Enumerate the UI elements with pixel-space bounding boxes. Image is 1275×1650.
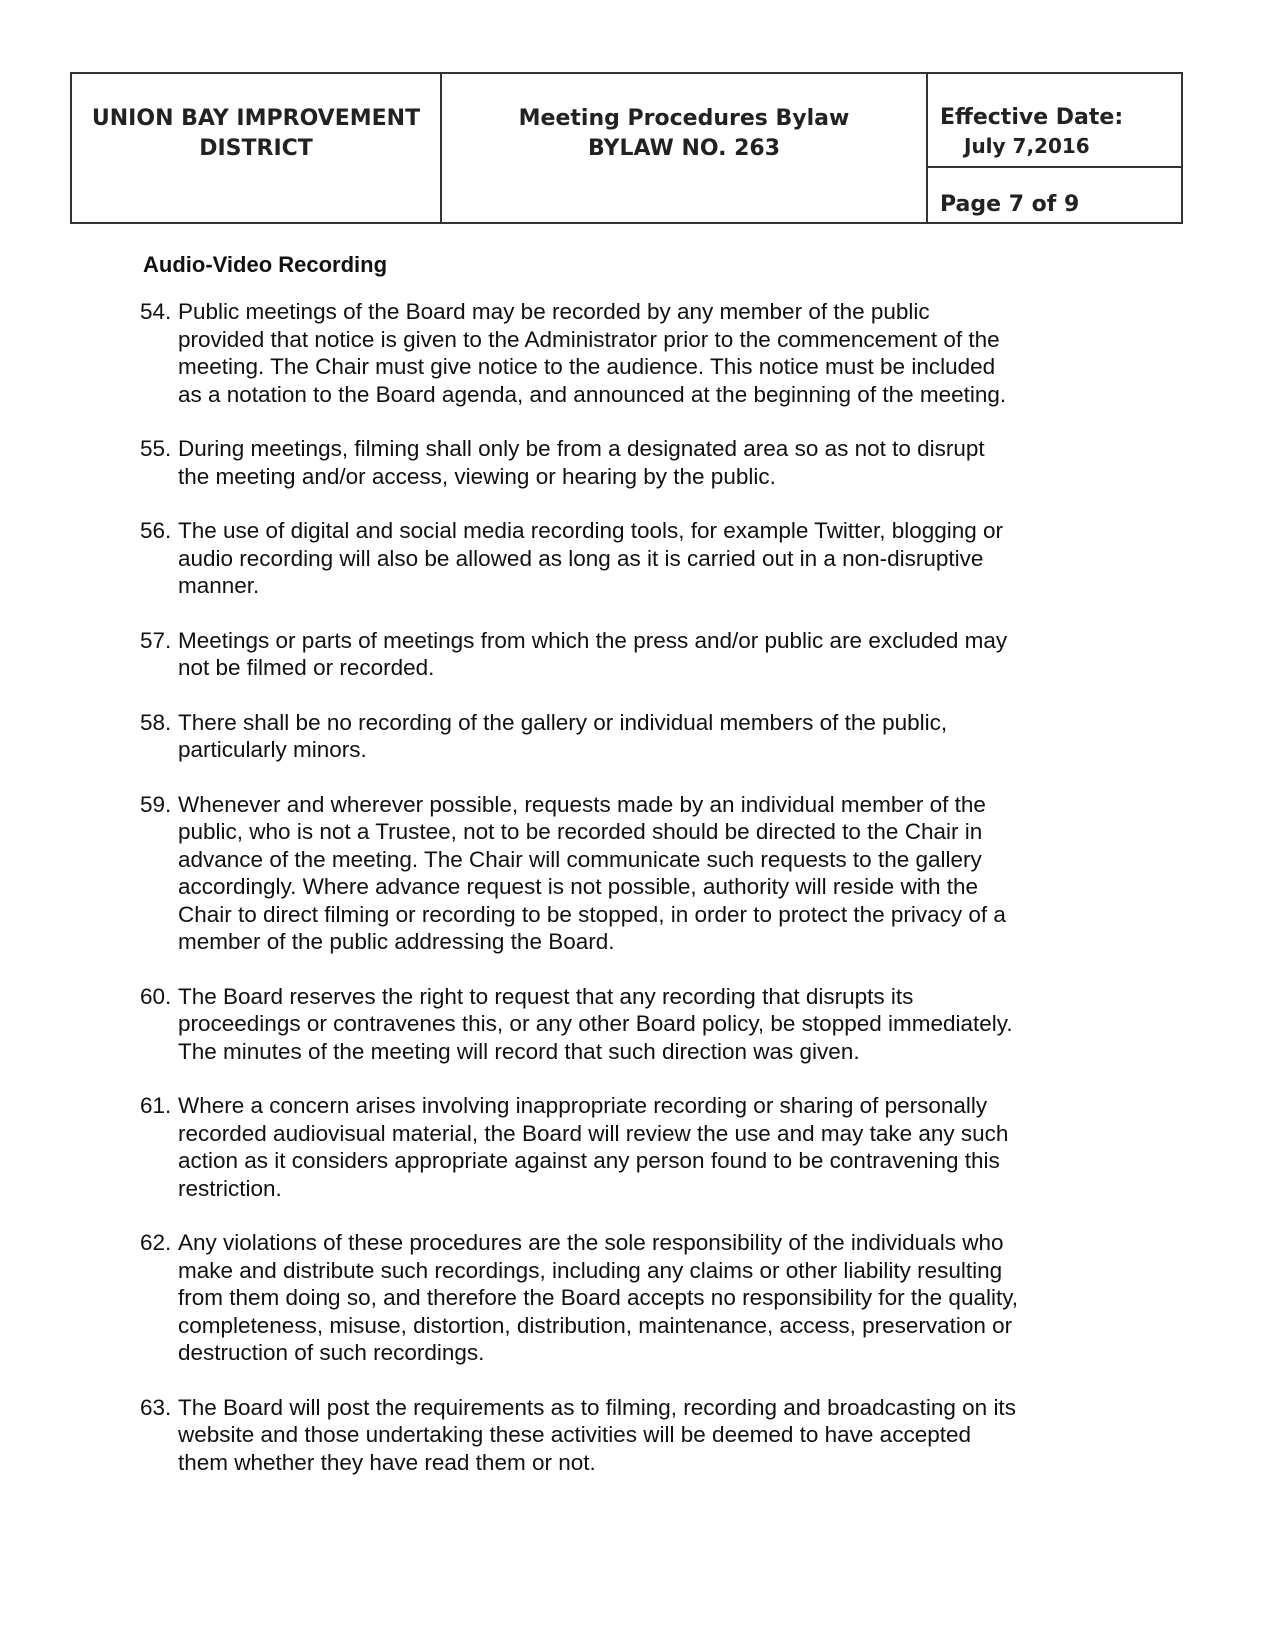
clause-text (178, 1229, 1140, 1367)
clause-text (178, 517, 1140, 600)
clause-item (140, 1394, 1140, 1477)
bylaw-title-cell (442, 74, 928, 222)
clause-item (140, 298, 1140, 408)
effective-date-cell (928, 74, 1181, 168)
clause-number: 58. (140, 709, 172, 735)
clause-number: 60. (140, 983, 172, 1009)
clause-text-line: Meetings or parts of meetings from which the press and/or public are excluded may (178, 627, 1008, 653)
clause-text (178, 791, 1140, 956)
clause-text (178, 1394, 1140, 1477)
clause-text-line: them whether they have read them or not. (178, 1449, 596, 1475)
clause-text-line: Chair to direct filming or recording to be stopped, in order to protect the privacy of a (178, 901, 1006, 927)
clause-text-line: The Board reserves the right to request that any recording that disrupts its (178, 983, 914, 1009)
clause-text-line: member of the public addressing the Board. (178, 929, 615, 954)
clause-text-line: make and distribute such recordings, including any claims or other liability resulting (178, 1257, 1003, 1283)
numbered-clauses (140, 298, 1140, 1503)
clause-text (178, 298, 1140, 408)
clause-number: 57. (140, 627, 172, 653)
clause-item (140, 791, 1140, 956)
clause-text-line: restriction. (178, 1175, 282, 1201)
section-title: Audio-Video Recording (143, 252, 388, 277)
clause-text-line: completeness, misuse, distortion, distribution, maintenance, access, preservation or (178, 1312, 1013, 1338)
date-page-cell (928, 74, 1181, 222)
clause-text-line: There shall be no recording of the gallery or individual members of the public, (178, 709, 948, 735)
clause-text-line: destruction of such recordings. (178, 1340, 485, 1365)
clause-text-line: public, who is not a Trustee, not to be recorded should be directed to the Chair in (178, 819, 983, 844)
clause-text-line: provided that notice is given to the Administrator prior to the commencement of the (178, 326, 1000, 352)
clause-text-line: audio recording will also be allowed as long as it is carried out in a non-disruptive (178, 545, 984, 571)
clause-item (140, 517, 1140, 600)
effective-date-value: July 7,2016 (964, 134, 1090, 158)
page-number: Page 7 of 9 (940, 192, 1080, 217)
clause-item (140, 627, 1140, 682)
clause-text-line: The use of digital and social media recording tools, for example Twitter, blogging or (178, 518, 1004, 543)
clause-text-line: website and those undertaking these activities will be deemed to have accepted (178, 1422, 971, 1447)
clause-text-line: particularly minors. (178, 737, 367, 762)
clause-text (178, 1092, 1140, 1202)
document-header-table (70, 72, 1183, 224)
clause-item (140, 1229, 1140, 1367)
clause-text-line: proceedings or contravenes this, or any other Board policy, be stopped immediately. (178, 1011, 1013, 1036)
clause-text-line: Public meetings of the Board may be recorded by any member of the public (178, 299, 930, 324)
clause-item (140, 709, 1140, 764)
bylaw-number: BYLAW NO. 263 (587, 136, 781, 161)
effective-date-label: Effective Date: (940, 105, 1124, 130)
clause-number: 59. (140, 791, 172, 817)
clause-text-line: not be filmed or recorded. (178, 655, 435, 680)
organization-cell (72, 74, 442, 222)
clause-text-line: recorded audiovisual material, the Board will review the use and may take any such (178, 1120, 1009, 1146)
clause-text-line: Where a concern arises involving inappropriate recording or sharing of personally (178, 1093, 988, 1118)
clause-text-line: manner. (178, 573, 260, 598)
bylaw-title: Meeting Procedures Bylaw (518, 106, 850, 131)
clause-text-line: The Board will post the requirements as to filming, recording and broadcasting on its (178, 1394, 1016, 1420)
clause-item (140, 435, 1140, 490)
clause-text (178, 435, 1140, 490)
clause-text-line: accordingly. Where advance request is not possible, authority will reside with the (178, 874, 978, 899)
clause-number: 62. (140, 1230, 172, 1255)
clause-text-line: During meetings, filming shall only be from a designated area so as not to disrupt (178, 436, 985, 461)
clause-item (140, 983, 1140, 1066)
clause-number: 61. (140, 1093, 172, 1118)
clause-number: 54. (140, 299, 172, 324)
clause-text-line: from them doing so, and therefore the Board accepts no responsibility for the quality, (178, 1285, 1019, 1310)
clause-text-line: meeting. The Chair must give notice to the audience. This notice must be included (178, 354, 996, 379)
clause-text-line: Any violations of these procedures are the sole responsibility of the individuals who (178, 1230, 1004, 1255)
clause-text-line: The minutes of the meeting will record that such direction was given. (178, 1038, 860, 1064)
clause-text-line: action as it considers appropriate against any person found to be contravening this (178, 1148, 1000, 1173)
clause-item (140, 1092, 1140, 1202)
organization-name-line-1: UNION BAY IMPROVEMENT (91, 106, 421, 131)
clause-text-line: the meeting and/or access, viewing or hearing by the public. (178, 463, 776, 489)
clause-number: 63. (140, 1394, 172, 1420)
clause-text-line: advance of the meeting. The Chair will communicate such requests to the gallery (178, 846, 982, 872)
clause-text-line: Whenever and wherever possible, requests made by an individual member of the (178, 791, 986, 817)
clause-text (178, 627, 1140, 682)
clause-text-line: as a notation to the Board agenda, and announced at the beginning of the meeting. (178, 381, 1007, 407)
clause-text (178, 983, 1140, 1066)
organization-name-line-2: DISTRICT (199, 136, 313, 161)
clause-number: 56. (140, 518, 172, 543)
clause-text (178, 709, 1140, 764)
clause-number: 55. (140, 436, 172, 461)
